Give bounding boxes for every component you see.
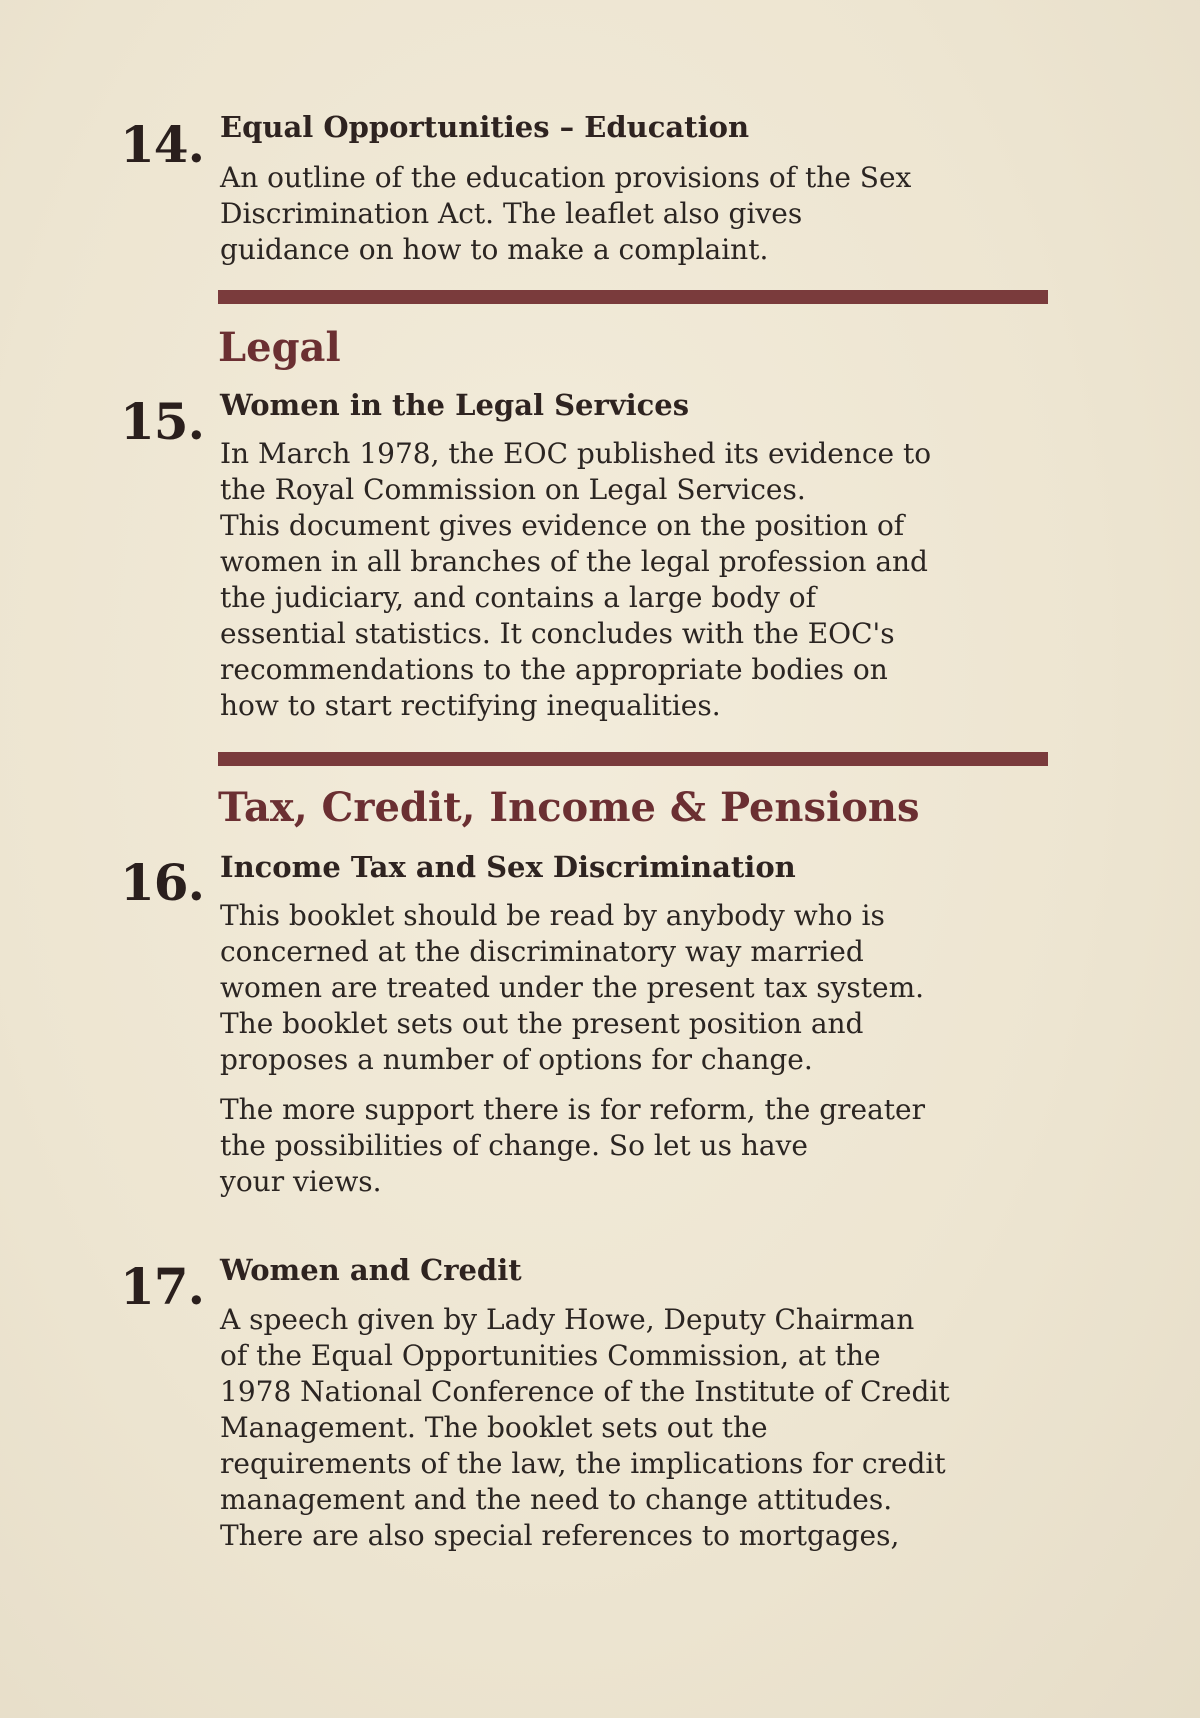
entry-title: Equal Opportunities – Education: [220, 110, 750, 144]
entry-description: [220, 1302, 1060, 1554]
entry-description: [220, 898, 1060, 1078]
body-line: A speech given by Lady Howe, Deputy Chairman: [220, 1303, 915, 1336]
section-divider: [218, 290, 1048, 304]
body-line: women in all branches of the legal profession and: [220, 545, 928, 578]
body-line: management and the need to change attitudes.: [220, 1483, 893, 1516]
body-line: concerned at the discriminatory way married: [220, 935, 864, 968]
body-line: women are treated under the present tax system.: [220, 971, 925, 1004]
entry-description: [220, 436, 1060, 724]
body-line: your views.: [220, 1165, 382, 1198]
entry-number: 15.: [120, 392, 204, 451]
body-line: essential statistics. It concludes with the EOC's: [220, 617, 895, 650]
body-line: An outline of the education provisions of the Sex: [220, 161, 912, 194]
entry-number: 16.: [120, 853, 204, 912]
entry-number: 14.: [120, 115, 204, 174]
body-line: of the Equal Opportunities Commission, at the: [220, 1339, 881, 1372]
entry-title: Income Tax and Sex Discrimination: [220, 850, 796, 884]
entry-description: [220, 160, 1060, 268]
body-line: the judiciary, and contains a large body of: [220, 581, 816, 614]
body-line: The booklet sets out the present position and: [220, 1007, 864, 1040]
body-line: recommendations to the appropriate bodies on: [220, 653, 888, 686]
body-line: In March 1978, the EOC published its evidence to: [220, 437, 932, 470]
body-line: the Royal Commission on Legal Services.: [220, 473, 806, 506]
entry-title: Women in the Legal Services: [220, 388, 690, 422]
body-line: The more support there is for reform, the greater: [220, 1093, 925, 1126]
body-line: Discrimination Act. The leaflet also gives: [220, 197, 803, 230]
body-line: requirements of the law, the implications for credit: [220, 1447, 946, 1480]
body-line: the possibilities of change. So let us have: [220, 1129, 808, 1162]
body-line: Management. The booklet sets out the: [220, 1411, 768, 1444]
section-heading-tax: Tax, Credit, Income & Pensions: [218, 784, 920, 831]
body-line: proposes a number of options for change.: [220, 1043, 813, 1076]
section-divider: [218, 752, 1048, 766]
body-line: This document gives evidence on the position of: [220, 509, 905, 542]
body-line: how to start rectifying inequalities.: [220, 689, 721, 722]
body-line: 1978 National Conference of the Institute of Credit: [220, 1375, 950, 1408]
body-line: guidance on how to make a complaint.: [220, 233, 769, 266]
entry-description-continued: [220, 1092, 1060, 1200]
entry-number: 17.: [120, 1257, 204, 1316]
body-line: There are also special references to mortgages,: [220, 1519, 900, 1552]
section-heading-legal: Legal: [218, 324, 341, 371]
body-line: This booklet should be read by anybody who is: [220, 899, 885, 932]
entry-title: Women and Credit: [220, 1253, 522, 1287]
